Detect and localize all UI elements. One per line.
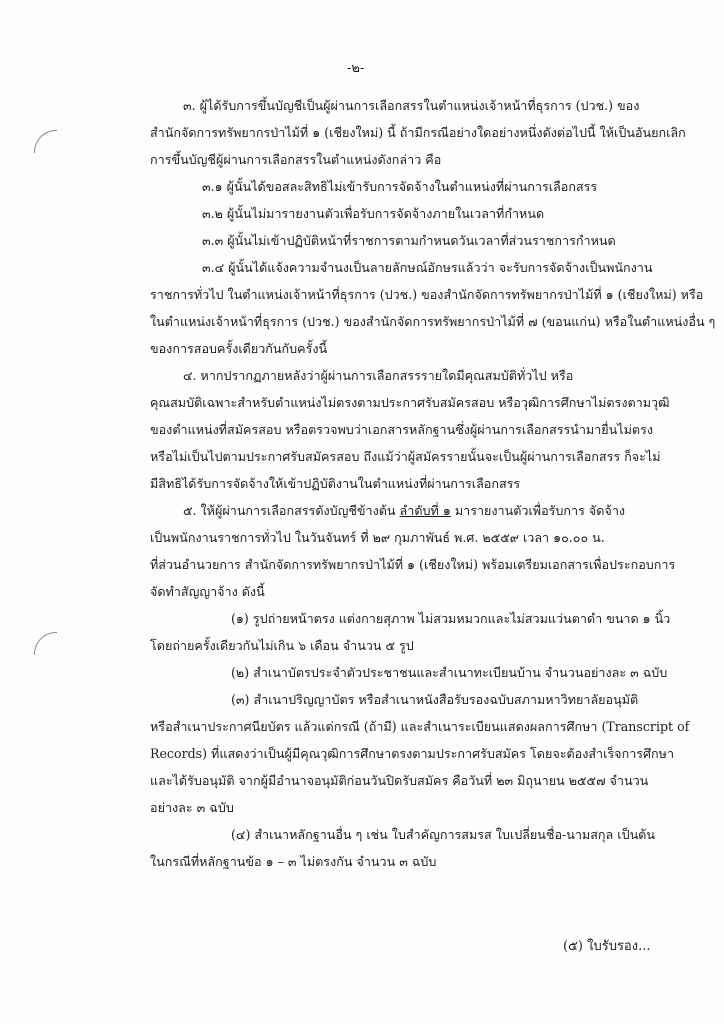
text-line: ๓.๔ ผู้นั้นได้แจ้งความจำนงเป็นลายลักษณ์อักษรแล้วว่า จะรับการจัดจ้างเป็นพนักงาน	[202, 260, 653, 275]
text-line: (๑) รูปถ่ายหน้าตรง แต่งกายสุภาพ ไม่สวมหมวกและไม่สวมแว่นตาดำ ขนาด ๑ นิ้ว	[231, 611, 671, 626]
underlined-rank: ลำดับที่ ๑	[399, 503, 451, 518]
page-number: -๒-	[347, 61, 365, 76]
text-line: ของตำแหน่งที่สมัครสอบ หรือตรวจพบว่าเอกสารหลักฐานซึ่งผู้ผ่านการเลือกสรรนำมายื่นไม่ตรง	[150, 422, 654, 437]
text-line: ในตำแหน่งเจ้าหน้าที่ธุรการ (ปวช.) ของสำนักจัดการทรัพยากรป่าไม้ที่ ๗ (ขอนแก่น) หรือในตำแหน่งอื่น ๆ	[150, 314, 716, 329]
text-line: หรือสำเนาประกาศนียบัตร แล้วแต่กรณี (ถ้ามี) และสำเนาระเบียนแสดงผลการศึกษา (Transcript of	[150, 719, 690, 734]
text-line: ในกรณีที่หลักฐานข้อ ๑ – ๓ ไม่ตรงกัน จำนวน ๓ ฉบับ	[150, 854, 437, 869]
text-line: โดยถ่ายครั้งเดียวกันไม่เกิน ๖ เดือน จำนวน ๕ รูป	[150, 638, 414, 653]
text-line: ๓.๑ ผู้นั้นได้ขอสละสิทธิไม่เข้ารับการจัดจ้างในตำแหน่งที่ผ่านการเลือกสรร	[202, 179, 598, 194]
text-line: อย่างละ ๓ ฉบับ	[150, 800, 234, 815]
text-line: เป็นพนักงานราชการทั่วไป ในวันจันทร์ ที่ ๒๙ กุมภาพันธ์ พ.ศ. ๒๕๕๙ เวลา ๑๐.๐๐ น.	[150, 530, 605, 545]
text-line: และได้รับอนุมัติ จากผู้มีอำนาจอนุมัติก่อนวันปิดรับสมัคร คือวันที่ ๒๓ มิถุนายน ๒๕๕๗ จำนวน	[150, 773, 649, 788]
text-line	[183, 505, 683, 518]
text-line: จัดทำสัญญาจ้าง ดังนี้	[150, 584, 265, 599]
binder-hole-mark	[34, 632, 57, 655]
text-line: (๒) สำเนาบัตรประจำตัวประชาชนและสำเนาทะเบียนบ้าน จำนวนอย่างละ ๓ ฉบับ	[231, 665, 668, 680]
text-line: คุณสมบัติเฉพาะสำหรับตำแหน่งไม่ตรงตามประกาศรับสมัครสอบ หรือวุฒิการศึกษาไม่ตรงตามวุฒิ	[150, 395, 670, 410]
text-segment: มารายงานตัวเพื่อรับการ จัดจ้าง	[450, 503, 626, 518]
text-line: ๓.๒ ผู้นั้นไม่มารายงานตัวเพื่อรับการจัดจ้างภายในเวลาที่กำหนด	[202, 206, 545, 221]
text-line: ราชการทั่วไป ในตำแหน่งเจ้าหน้าที่ธุรการ (ปวช.) ของสำนักจัดการทรัพยากรป่าไม้ที่ ๑ (เชียงใหม่) หรือ	[150, 287, 704, 302]
text-line: Records) ที่แสดงว่าเป็นผู้มีคุณวุฒิการศึกษาตรงตามประกาศรับสมัคร โดยจะต้องสำเร็จการศึกษา	[150, 746, 675, 761]
binder-hole-mark	[34, 130, 57, 153]
text-segment: ๕. ให้ผู้ผ่านการเลือกสรรดังบัญชีข้างต้น	[183, 503, 400, 518]
text-line: (๔) สำเนาหลักฐานอื่น ๆ เช่น ใบสำคัญการสมรส ใบเปลี่ยนชื่อ-นามสกุล เป็นต้น	[231, 827, 655, 842]
text-line: ๔. หากปรากฏภายหลังว่าผู้ผ่านการเลือกสรรรายใดมีคุณสมบัติทั่วไป หรือ	[183, 368, 574, 383]
text-line: หรือไม่เป็นไปตามประกาศรับสมัครสอบ ถึงแม้ว่าผู้สมัครรายนั้นจะเป็นผู้ผ่านการเลือกสรร ก็จะไม่	[150, 449, 661, 464]
text-line: มีสิทธิได้รับการจัดจ้างให้เข้าปฏิบัติงานในตำแหน่งที่ผ่านการเลือกสรร	[150, 476, 521, 491]
text-line: ที่ส่วนอำนวยการ สำนักจัดการทรัพยากรป่าไม้ที่ ๑ (เชียงใหม่) พร้อมเตรียมเอกสารเพื่อประกอบการ	[150, 557, 676, 572]
continuation-note: (๕) ใบรับรอง...	[563, 939, 651, 954]
text-line: สำนักจัดการทรัพยากรป่าไม้ที่ ๑ (เชียงใหม่) นี้ ถ้ามีกรณีอย่างใดอย่างหนึ่งดังต่อไปนี้ ให้เป็นอันยกเลิก	[150, 125, 686, 140]
text-line: (๓) สำเนาปริญญาบัตร หรือสำเนาหนังสือรับรองฉบับสภามหาวิทยาลัยอนุมัติ	[231, 692, 639, 707]
text-line: ๓. ผู้ได้รับการขึ้นบัญชีเป็นผู้ผ่านการเลือกสรรในตำแหน่งเจ้าหน้าที่ธุรการ (ปวช.) ของ	[183, 98, 640, 113]
text-line: ของการสอบครั้งเดียวกันกับครั้งนี้	[150, 341, 328, 356]
text-line: การขึ้นบัญชีผู้ผ่านการเลือกสรรในตำแหน่งดังกล่าว คือ	[150, 152, 442, 167]
text-line: ๓.๓ ผู้นั้นไม่เข้าปฏิบัติหน้าที่ราชการตามกำหนดวันเวลาที่ส่วนราชการกำหนด	[202, 233, 616, 248]
